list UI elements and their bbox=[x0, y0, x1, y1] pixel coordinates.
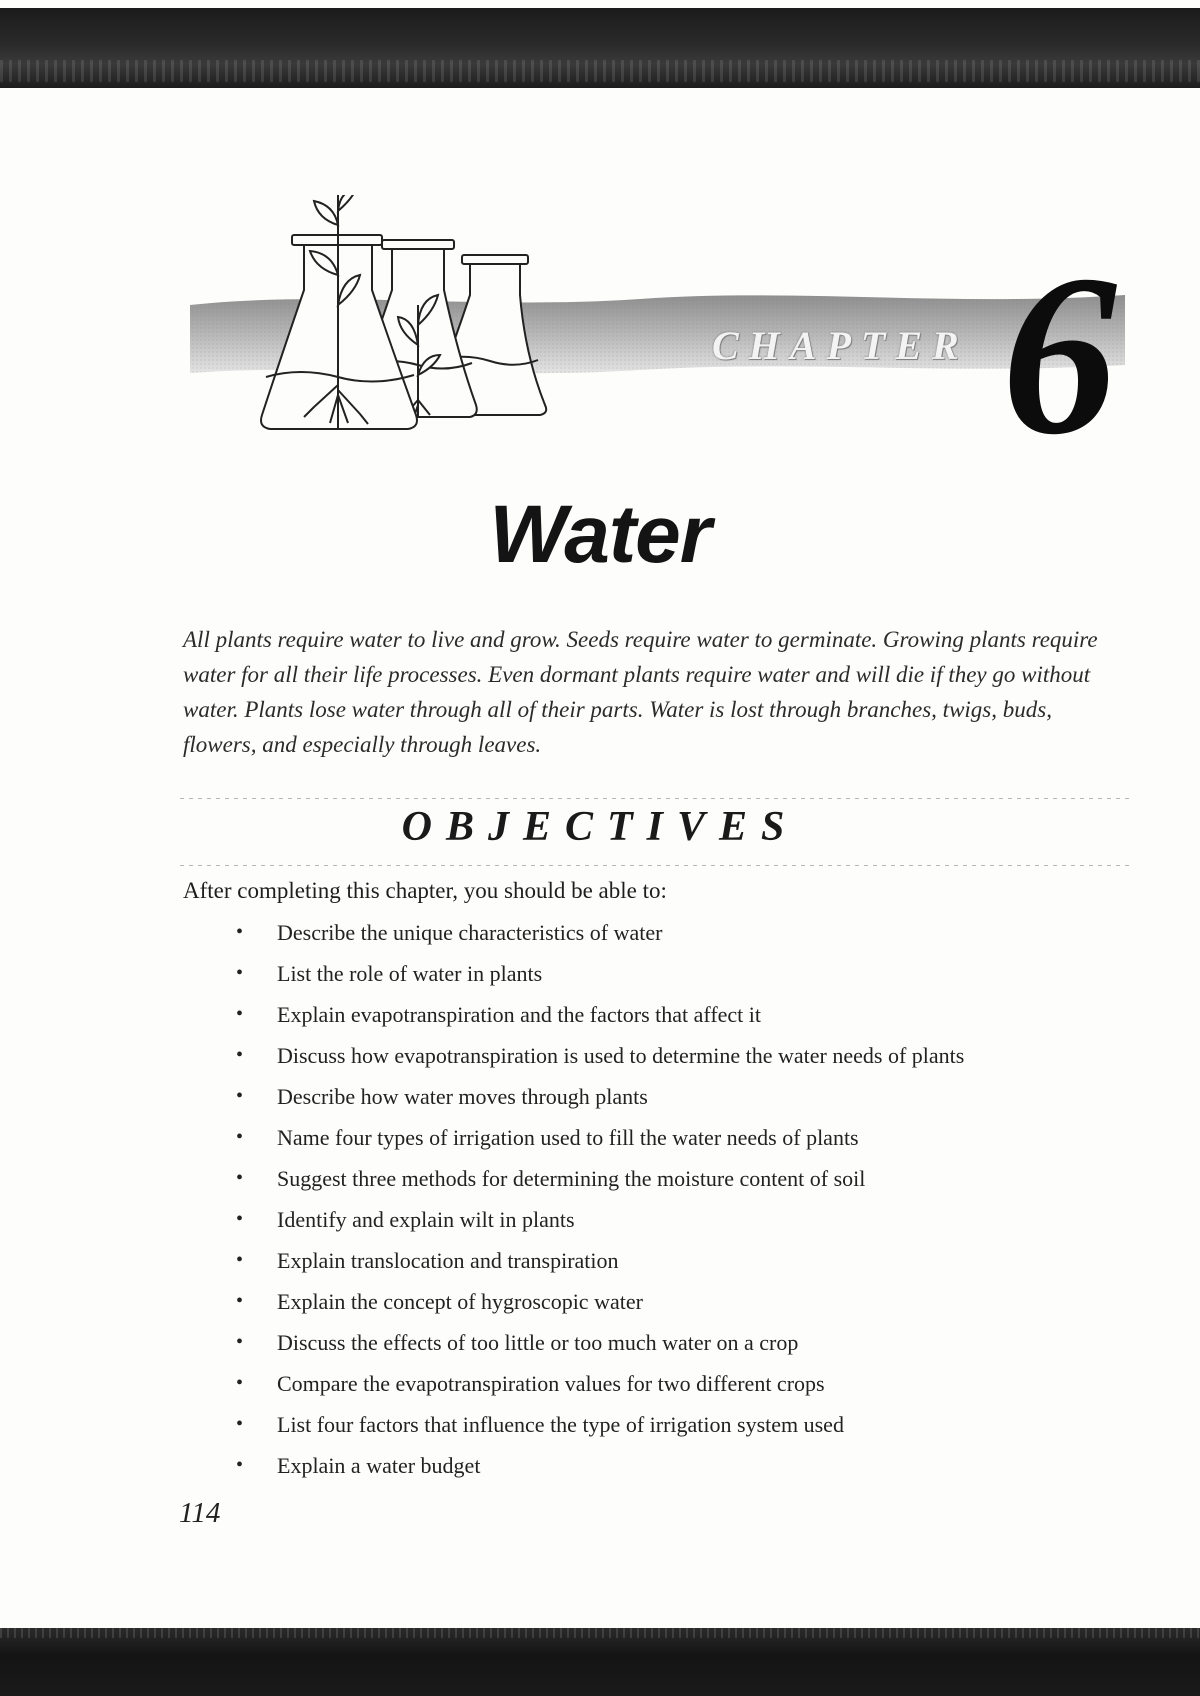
bullet-icon: • bbox=[236, 1003, 244, 1025]
chapter-intro: All plants require water to live and grow. Seeds require water to germinate. Growing plants require water for all their life processes. Even dormant plants require water and will die if they go without water. Plants lose water through all of their parts. Water is lost through branches, twigs, buds, flowers, and especially through leaves. bbox=[183, 627, 1098, 757]
bullet-icon: • bbox=[236, 921, 244, 943]
page-number: 114 bbox=[179, 1497, 221, 1529]
list-item: • Compare the evapotranspiration values for two different crops bbox=[0, 1363, 1200, 1404]
list-item: • List the role of water in plants bbox=[0, 953, 1200, 994]
list-item: • Explain a water budget bbox=[0, 1445, 1200, 1486]
bottom-scan-band bbox=[0, 1628, 1200, 1696]
bullet-icon: • bbox=[236, 1290, 244, 1312]
bullet-icon: • bbox=[236, 962, 244, 984]
list-item: • Explain the concept of hygroscopic water bbox=[0, 1281, 1200, 1322]
list-item: • Describe how water moves through plants bbox=[0, 1076, 1200, 1117]
list-item: • Suggest three methods for determining the moisture content of soil bbox=[0, 1158, 1200, 1199]
bullet-icon: • bbox=[236, 1413, 244, 1435]
bullet-icon: • bbox=[236, 1085, 244, 1107]
list-item: • Name four types of irrigation used to fill the water needs of plants bbox=[0, 1117, 1200, 1158]
bullet-icon: • bbox=[236, 1331, 244, 1353]
divider-bottom bbox=[180, 865, 1130, 866]
list-item: • Identify and explain wilt in plants bbox=[0, 1199, 1200, 1240]
bullet-icon: • bbox=[236, 1249, 244, 1271]
objectives-lead: After completing this chapter, you should be able to: bbox=[183, 878, 667, 903]
chapter-number: 6 bbox=[1002, 227, 1117, 482]
list-item: • Describe the unique characteristics of water bbox=[0, 912, 1200, 953]
bullet-icon: • bbox=[236, 1167, 244, 1189]
list-item: • List four factors that influence the type of irrigation system used bbox=[0, 1404, 1200, 1445]
list-item: • Explain evapotranspiration and the factors that affect it bbox=[0, 994, 1200, 1035]
objectives-heading: OBJECTIVES bbox=[401, 804, 799, 850]
chapter-label: CHAPTER bbox=[712, 323, 969, 368]
bullet-icon: • bbox=[236, 1454, 244, 1476]
top-scan-band bbox=[0, 8, 1200, 88]
bullet-icon: • bbox=[236, 1372, 244, 1394]
chapter-title: Water bbox=[489, 489, 711, 580]
list-item: • Discuss how evapotranspiration is used to determine the water needs of plants bbox=[0, 1035, 1200, 1076]
list-item: • Explain translocation and transpiration bbox=[0, 1240, 1200, 1281]
bullet-icon: • bbox=[236, 1208, 244, 1230]
bullet-icon: • bbox=[236, 1044, 244, 1066]
list-item: • Discuss the effects of too little or too much water on a crop bbox=[0, 1322, 1200, 1363]
bullet-icon: • bbox=[236, 1126, 244, 1148]
divider-top bbox=[180, 798, 1130, 799]
objectives-list bbox=[0, 912, 1200, 1486]
